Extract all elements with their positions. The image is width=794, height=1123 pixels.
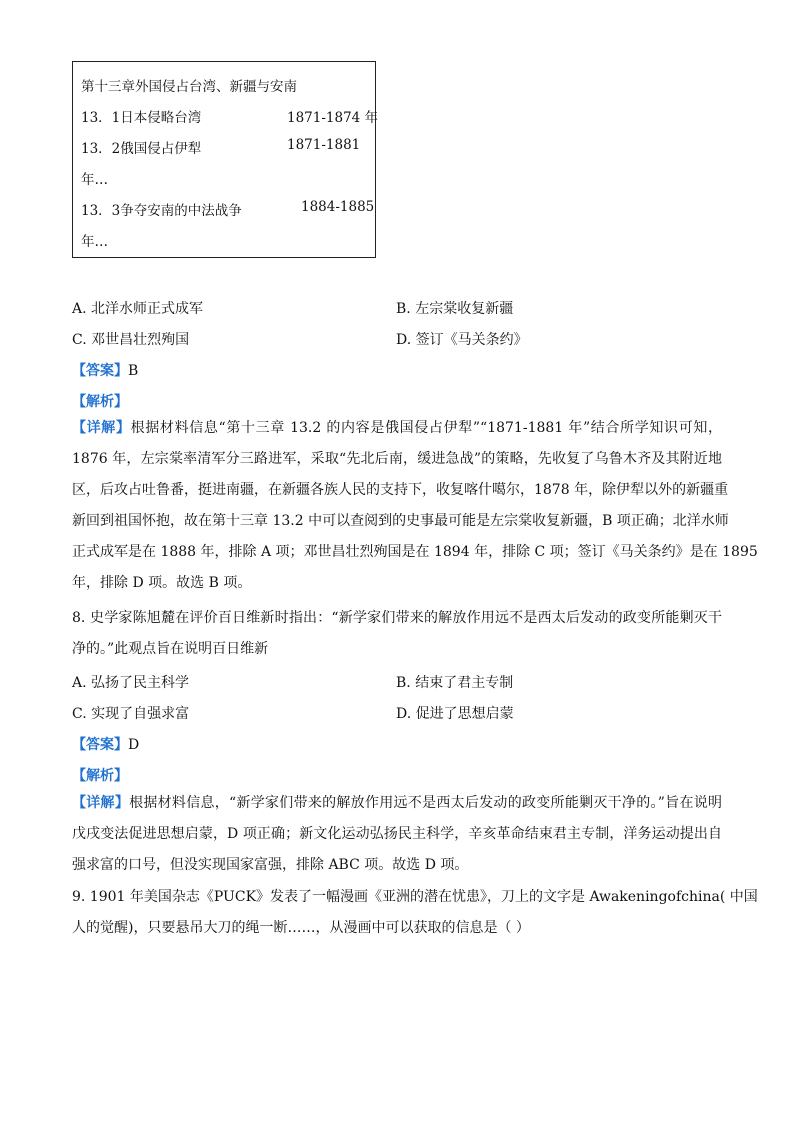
detail-line [72,417,722,448]
analysis-tag: 【解析】 [72,394,128,410]
q9-stem [72,886,758,948]
answer-value: D [128,737,140,753]
stem-line: 9. 1901 年美国杂志《PUCK》发表了一幅漫画《亚洲的潜在忧患》，刀上的文字是 Awakeningofchina( 中国 [72,889,758,905]
q8-answer [72,734,139,754]
stem-line: 8. 史学家陈旭麓在评价百日维新时指出：“新学家们带来的解放作用远不是西太后发动的政变所能剿灭干 [72,610,722,626]
q7-answer [72,360,138,380]
detail-line: 戊戌变法促进思想启蒙，D 项正确；新文化运动弘扬民主科学，辛亥革命结束君主专制，洋务运动提出自 [72,826,722,842]
q7-analysis-tag [72,391,128,411]
answer-value: B [128,363,139,379]
q7-option-a: A. 北洋水师正式成军 [72,301,204,317]
q7-option-d: D. 签订《马关条约》 [396,332,528,348]
detail-line: 正式成军是在 1888 年，排除 A 项；邓世昌壮烈殉国是在 1894 年，排除 C 项；签订《马关条约》是在 1895 [72,544,758,560]
q7-detail [72,417,758,603]
toc-item-label: 13．1日本侵略台湾 [81,110,202,126]
q8-option-d: D. 促进了思想启蒙 [396,706,514,722]
toc-item-years: 1871-1881 [287,137,361,153]
detail-line: 1876 年，左宗棠率清军分三路进军，采取“先北后南，缓进急战”的策略，先收复了乌鲁木齐及其附近地 [72,451,722,467]
q8-detail [72,792,722,885]
q8-stem [72,607,722,669]
detail-tag: 【详解】 [72,795,130,811]
toc-item-years: 1884-1885 [301,199,375,215]
toc-item-1 [81,106,379,126]
q8-option-c: C. 实现了自强求富 [72,706,190,722]
q8-option-a: A. 弘扬了民主科学 [72,675,190,691]
toc-item-years: 1871-1874 年 [287,110,379,126]
detail-tag: 【详解】 [72,420,131,436]
q7-option-c: C. 邓世昌壮烈殉国 [72,332,190,348]
detail-text: 根据材料信息“第十三章 13.2 的内容是俄国侵占伊犁”“1871-1881 年”结合所学知识可知， [130,420,723,436]
analysis-tag: 【解析】 [72,768,128,784]
answer-tag: 【答案】 [72,363,128,379]
toc-item-label: 13．3争夺安南的中法战争 [81,203,242,219]
detail-line [72,792,722,823]
toc-item-3-tail: 年… [81,234,108,250]
answer-tag: 【答案】 [72,737,128,753]
detail-line: 强求富的口号，但没实现国家富强，排除 ABC 项。故选 D 项。 [72,857,469,873]
stem-line: 净的。”此观点旨在说明百日维新 [72,641,269,657]
toc-item-label: 13．2俄国侵占伊犁 [81,141,202,157]
q8-analysis-tag [72,765,128,785]
toc-item-2 [81,137,361,157]
detail-line: 新回到祖国怀抱，故在第十三章 13.2 中可以查阅到的史事最可能是左宗棠收复新疆，B 项正确；北洋水师 [72,513,729,529]
q7-option-b: B. 左宗棠收复新疆 [396,301,514,317]
toc-title: 第十三章外国侵占台湾、新疆与安南 [81,79,297,95]
toc-item-3 [81,199,375,219]
toc-item-2-tail: 年… [81,172,108,188]
detail-line: 区，后攻占吐鲁番，挺进南疆，在新疆各族人民的支持下，收复喀什噶尔，1878 年，除伊犁以外的新疆重 [72,482,729,498]
q8-option-b: B. 结束了君主专制 [396,675,514,691]
stem-line: 人的觉醒)，只要悬吊大刀的绳一断……，从漫画中可以获取的信息是（ ） [72,920,530,936]
detail-line: 年，排除 D 项。故选 B 项。 [72,575,252,591]
detail-text: 根据材料信息，“新学家们带来的解放作用远不是西太后发动的政变所能剿灭干净的。”旨在说明 [129,795,723,811]
toc-box [72,61,379,258]
